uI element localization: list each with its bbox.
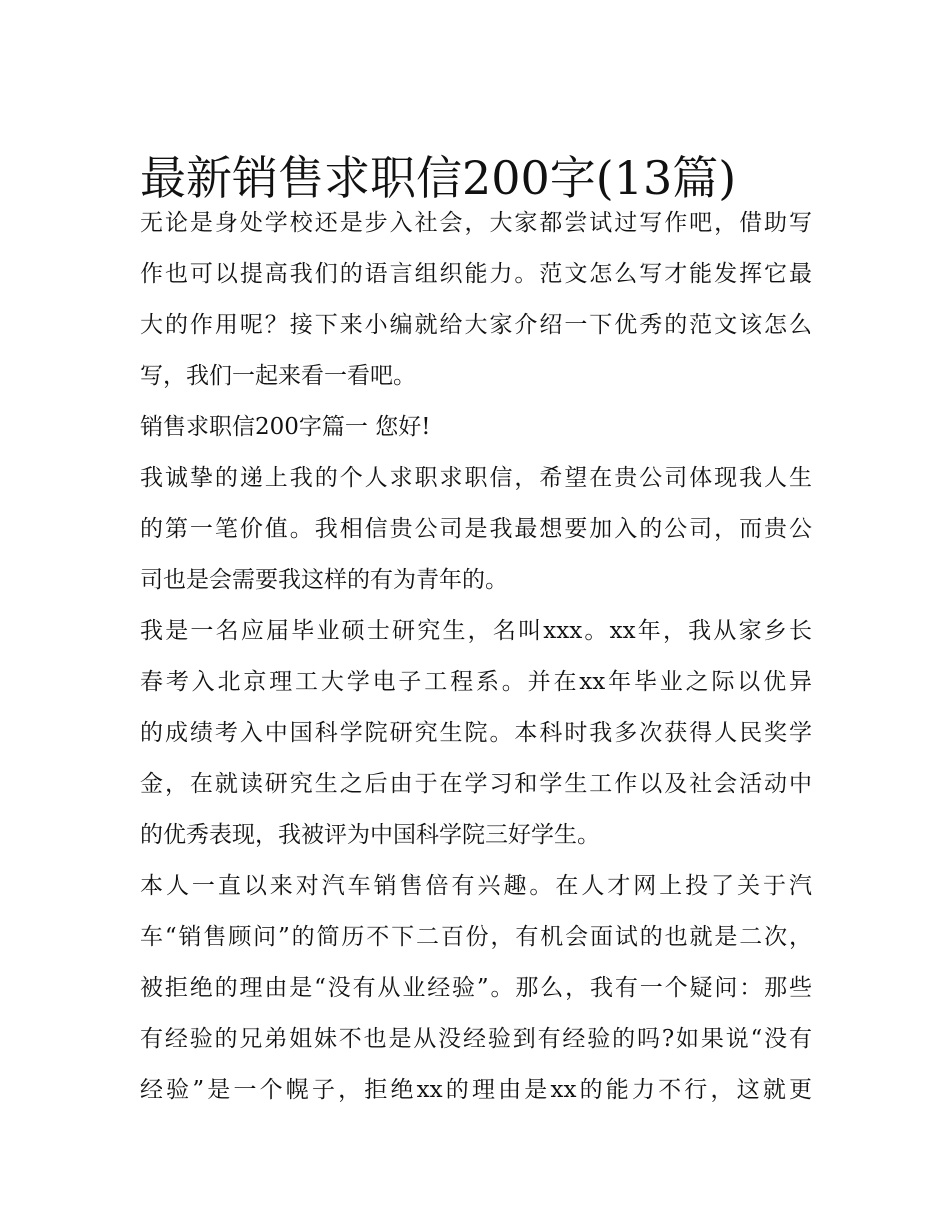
body-line: 有经验的兄弟姐妹不也是从没经验到有经验的吗?如果说“没有 — [140, 1026, 812, 1052]
body-line: 的优秀表现，我被评为中国科学院三好学生。 — [140, 822, 600, 848]
body-line: 车“销售顾问”的简历不下二百份，有机会面试的也就是二次， — [140, 924, 812, 950]
body-line: 我是一名应届毕业硕士研究生，名叫xxx。xx年，我从家乡长 — [140, 618, 812, 644]
body-line: 作也可以提高我们的语言组织能力。范文怎么写才能发挥它最 — [140, 261, 812, 287]
body-line: 被拒绝的理由是“没有从业经验”。那么，我有一个疑问：那些 — [140, 975, 812, 1001]
section-heading: 销售求职信200字篇一 您好! — [140, 414, 431, 440]
document-body — [140, 198, 812, 1116]
body-line: 无论是身处学校还是步入社会，大家都尝试过写作吧，借助写 — [140, 210, 812, 236]
body-line: 本人一直以来对汽车销售倍有兴趣。在人才网上投了关于汽 — [140, 873, 812, 899]
body-line: 的成绩考入中国科学院研究生院。本科时我多次获得人民奖学 — [140, 720, 812, 746]
body-line: 司也是会需要我这样的有为青年的。 — [140, 567, 508, 593]
body-line: 经验”是一个幌子，拒绝xx的理由是xx的能力不行，这就更 — [140, 1077, 812, 1103]
body-line: 金，在就读研究生之后由于在学习和学生工作以及社会活动中 — [140, 771, 812, 797]
body-line: 的第一笔价值。我相信贵公司是我最想要加入的公司，而贵公 — [140, 516, 812, 542]
body-line: 大的作用呢？接下来小编就给大家介绍一下优秀的范文该怎么 — [140, 312, 812, 338]
body-line: 我诚挚的递上我的个人求职求职信，希望在贵公司体现我人生 — [140, 465, 812, 491]
body-line: 写，我们一起来看一看吧。 — [140, 363, 416, 389]
document-title: 最新销售求职信200字(13篇) — [140, 150, 737, 205]
body-line: 春考入北京理工大学电子工程系。并在xx年毕业之际以优异 — [140, 669, 812, 695]
